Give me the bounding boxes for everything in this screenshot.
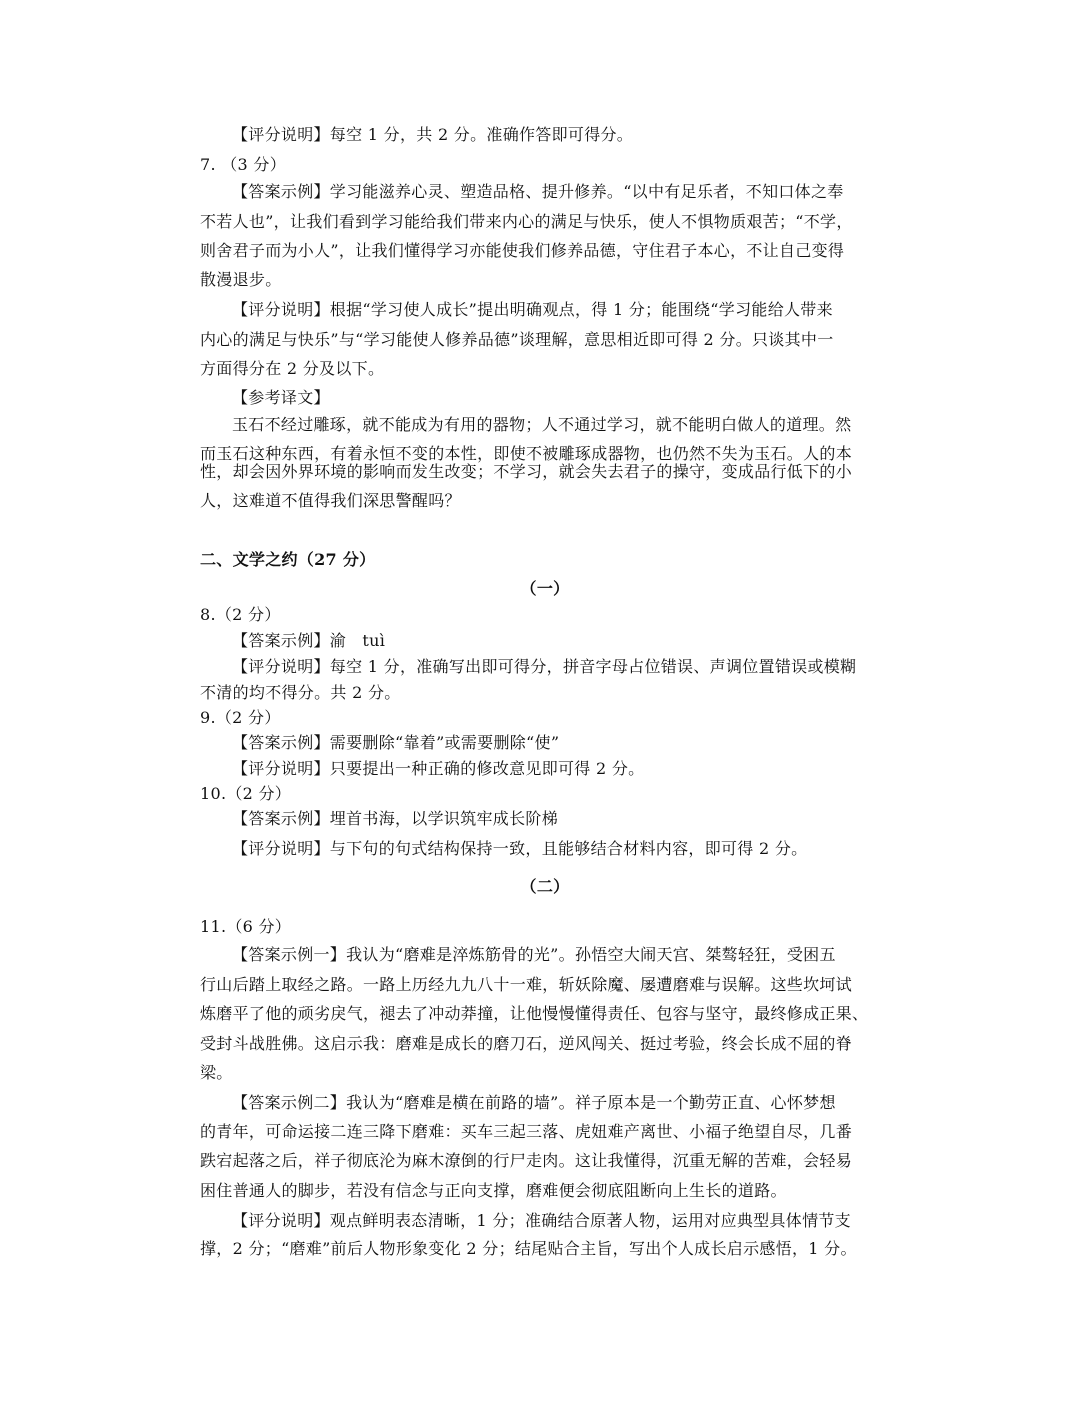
text-line: 【答案示例】需要删除“靠着”或需要删除“使” (232, 733, 560, 752)
text-line: 跌宕起落之后，祥子彻底沦为麻木潦倒的行尸走肉。这让我懂得，沉重无解的苦难，会轻易 (200, 1151, 853, 1170)
text-line: 散漫退步。 (200, 270, 282, 289)
question-number: 7. （3 分） (200, 155, 287, 174)
text-line: 【评分说明】观点鲜明表态清晰，1 分；准确结合原著人物，运用对应典型具体情节支 (232, 1211, 851, 1230)
text-line: 方面得分在 2 分及以下。 (200, 359, 385, 378)
question-number: 11.（6 分） (200, 917, 292, 936)
text-line: 而玉石这种东西，有着永恒不变的本性，即使不被雕琢成器物，也仍然不失为玉石。人的本 (200, 444, 853, 463)
text-line: 【答案示例】学习能滋养心灵、塑造品格、提升修养。“以中有足乐者，不知口体之奉 (232, 182, 844, 201)
text-line: 【评分说明】只要提出一种正确的修改意见即可得 2 分。 (232, 759, 645, 778)
text-line: 【答案示例】渝 tuì (232, 631, 386, 650)
text-line: 则舍君子而为小人”，让我们懂得学习亦能使我们修养品德，守住君子本心，不让自己变得 (200, 241, 845, 260)
text-line: 【答案示例一】我认为“磨难是淬炼筋骨的光”。孙悟空大闹天宫、桀骜轻狂，受困五 (232, 945, 836, 964)
text-line: 【参考译文】 (232, 388, 330, 407)
text-line: 的青年，可命运接二连三降下磨难：买车三起三落、虎妞难产离世、小福子绝望自尽，几番 (200, 1122, 853, 1141)
text-line: 梁。 (200, 1063, 233, 1082)
text-line: 【评分说明】与下句的句式结构保持一致，且能够结合材料内容，即可得 2 分。 (232, 839, 808, 858)
text-line: 【评分说明】每空 1 分，共 2 分。准确作答即可得分。 (232, 125, 634, 144)
subsection-heading: （二） (520, 877, 570, 896)
subsection-heading: （一） (520, 579, 570, 598)
text-line: 性，却会因外界环境的影响而发生改变；不学习，就会失去君子的操守，变成品行低下的小 (200, 462, 853, 481)
text-line: 玉石不经过雕琢，就不能成为有用的器物；人不通过学习，就不能明白做人的道理。然 (232, 415, 852, 434)
text-line: 困住普通人的脚步，若没有信念与正向支撑，磨难便会彻底阻断向上生长的道路。 (200, 1181, 787, 1200)
text-line: 【评分说明】根据“学习使人成长”提出明确观点，得 1 分；能围绕“学习能给人带来 (232, 300, 833, 319)
text-line: 人，这难道不值得我们深思警醒吗？ (200, 491, 461, 510)
text-line: 【评分说明】每空 1 分，准确写出即可得分，拼音字母占位错误、声调位置错误或模糊 (232, 657, 857, 676)
text-line: 受封斗战胜佛。这启示我：磨难是成长的磨刀石，逆风闯关、挺过考验，终会长成不屈的脊 (200, 1034, 853, 1053)
text-line: 撑，2 分；“磨难”前后人物形象变化 2 分；结尾贴合主旨，写出个人成长启示感悟，1 分。 (200, 1239, 857, 1258)
text-line: 炼磨平了他的顽劣戾气，褪去了冲动莽撞，让他慢慢懂得责任、包容与坚守，最终修成正果、 (200, 1004, 869, 1023)
question-number: 10.（2 分） (200, 784, 292, 803)
text-line: 内心的满足与快乐”与“学习能使人修养品德”谈理解，意思相近即可得 2 分。只谈其中一 (200, 330, 834, 349)
question-number: 9.（2 分） (200, 708, 281, 727)
text-line: 【答案示例二】我认为“磨难是横在前路的墙”。祥子原本是一个勤劳正直、心怀梦想 (232, 1093, 836, 1112)
text-line: 【答案示例】埋首书海，以学识筑牢成长阶梯 (232, 809, 559, 828)
text-line: 不若人也”，让我们看到学习能给我们带来内心的满足与快乐，使人不惧物质艰苦；“不学， (200, 212, 853, 231)
section-heading: 二、文学之约（27 分） (200, 550, 376, 569)
question-number: 8.（2 分） (200, 605, 281, 624)
text-line: 不清的均不得分。共 2 分。 (200, 683, 401, 702)
text-line: 行山后踏上取经之路。一路上历经九九八十一难，斩妖除魔、屡遭磨难与误解。这些坎坷试 (200, 975, 853, 994)
